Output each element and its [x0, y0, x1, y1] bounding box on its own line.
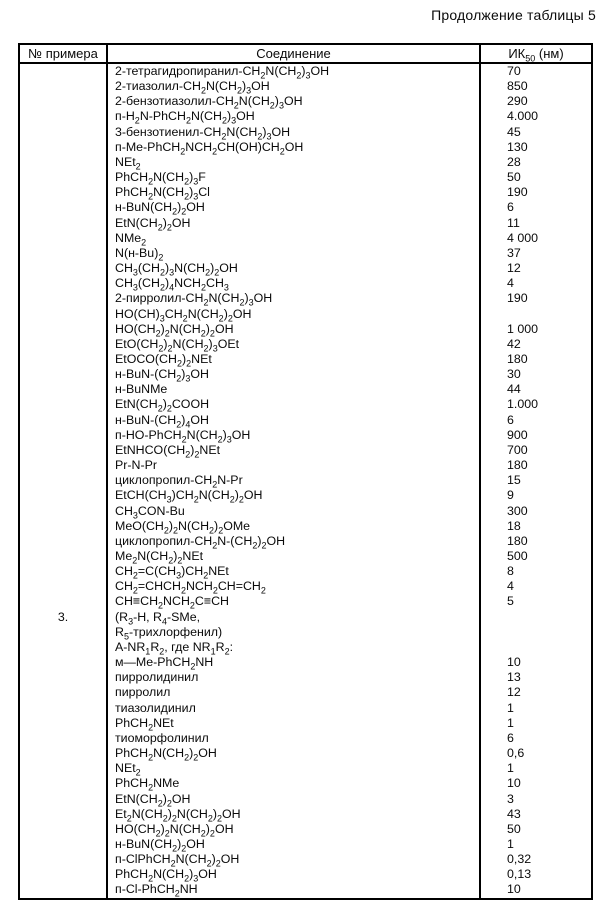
- compound-cell: $Me_2N(CH_2)_2NEt$: [107, 549, 480, 564]
- example-number-cell: [19, 549, 107, 564]
- table-row: [19, 670, 592, 685]
- table-row: [19, 79, 592, 94]
- example-number-cell: [19, 731, 107, 746]
- table-row: [19, 109, 592, 124]
- ic50-cell: 13: [507, 670, 521, 685]
- example-number-cell: [19, 625, 107, 640]
- table-row: [19, 701, 592, 716]
- ic50-cell: 37: [507, 245, 521, 260]
- table-row: [19, 549, 592, 564]
- example-number-cell: [19, 882, 107, 898]
- compound-cell: $2-бензотиазолил-CH_2N(CH_2)_3OH$: [107, 94, 480, 109]
- table-row: [19, 640, 592, 655]
- compound-cell: $3-бензотиенил-CH_2N(CH_2)_3OH$: [107, 125, 480, 140]
- ic50-cell: 1: [507, 836, 514, 851]
- ic50-cell: 18: [507, 518, 521, 533]
- ic50-cell: 290: [507, 94, 528, 109]
- example-number-cell: [19, 170, 107, 185]
- compound-cell: $MeO(CH_2)_2N(CH_2)_2OMe$: [107, 519, 480, 534]
- table-row: [19, 63, 592, 79]
- table-row: [19, 488, 592, 503]
- ic50-cell: 9: [507, 488, 514, 503]
- ic50-cell: 4.000: [507, 109, 539, 124]
- example-number-cell: [19, 413, 107, 428]
- example-number-cell: [19, 519, 107, 534]
- ic50-cell: 850: [507, 79, 528, 94]
- compound-cell: $п-HO-PhCH_2N(CH_2)_3OH$: [107, 428, 480, 443]
- compound-cell: PhCH$_2$NEt: [107, 716, 480, 731]
- table-body: [19, 63, 592, 899]
- compound-cell: $CH_3CON-Bu$: [107, 504, 480, 519]
- compound-cell: $EtNHCO(CH_2)_2NEt$: [107, 443, 480, 458]
- ic50-cell: 1: [507, 700, 514, 715]
- ic50-cell: 180: [507, 533, 528, 548]
- header-ic50: $ИК_{50}$ (нм): [480, 44, 592, 63]
- compound-cell: $PhCH_2N(CH_2)_2OH$: [107, 746, 480, 761]
- example-number-cell: [19, 837, 107, 852]
- compound-cell: $2-пирролил-CH_2N(CH_2)_3OH$: [107, 291, 480, 306]
- table-row: [19, 625, 592, 640]
- ic50-cell: 180: [507, 351, 528, 366]
- compound-cell: $N(н-Bu)_2$: [107, 246, 480, 261]
- compound-cell: $п-ClPhCH_2N(CH_2)_2OH$: [107, 852, 480, 867]
- ic50-cell: 50: [507, 821, 521, 836]
- ic50-cell: 10: [507, 776, 521, 791]
- table-row: [19, 307, 592, 322]
- example-number-cell: [19, 458, 107, 473]
- example-number-cell: [19, 822, 107, 837]
- compound-cell: $CH_2=CHCH_2NCH_2CH=CH_2$: [107, 579, 480, 594]
- compound-cell: $EtN(CH_2)_2OH$: [107, 216, 480, 231]
- compound-cell: PhCH$_2$NMe: [107, 776, 480, 791]
- example-number-cell: [19, 746, 107, 761]
- ic50-cell: [480, 625, 592, 640]
- example-number-cell: [19, 382, 107, 397]
- compound-cell: $A-NR_1R_2$, где $NR_1R_2$:: [107, 640, 480, 655]
- ic50-cell: 190: [507, 291, 528, 306]
- example-number-cell: [19, 579, 107, 594]
- ic50-cell: 1: [507, 715, 514, 730]
- ic50-cell: 1.000: [507, 397, 539, 412]
- header-example-number: № примера: [19, 44, 107, 63]
- example-number-cell: [19, 337, 107, 352]
- compound-cell: $HO(CH_2)_2N(CH_2)_2OH$: [107, 322, 480, 337]
- example-number-cell: [19, 594, 107, 609]
- example-number-cell: [19, 670, 107, 685]
- example-number-cell: [19, 155, 107, 170]
- compound-cell: $EtN(CH_2)_2OH$: [107, 792, 480, 807]
- example-number-cell: [19, 867, 107, 882]
- table-row: [19, 200, 592, 215]
- table-row: [19, 519, 592, 534]
- table-row: [19, 776, 592, 791]
- example-number-cell: [19, 307, 107, 322]
- table-row: [19, 322, 592, 337]
- table-row: [19, 125, 592, 140]
- example-number-cell: 3.: [19, 610, 107, 625]
- ic50-cell: 12: [507, 685, 521, 700]
- compound-cell: $EtOCO(CH_2)_2NEt$: [107, 352, 480, 367]
- ic50-cell: 15: [507, 473, 521, 488]
- compound-cell: н-BuNMe: [107, 382, 480, 397]
- example-number-cell: [19, 655, 107, 670]
- ic50-cell: 4: [507, 579, 514, 594]
- table-row: [19, 397, 592, 412]
- example-number-cell: [19, 63, 107, 79]
- table-row: [19, 746, 592, 761]
- example-number-cell: [19, 792, 107, 807]
- compound-cell: NEt$_2$: [107, 761, 480, 776]
- table-row: [19, 807, 592, 822]
- compound-cell: $Et_2N(CH_2)_2N(CH_2)_2OH$: [107, 807, 480, 822]
- example-number-cell: [19, 185, 107, 200]
- ic50-cell: 6: [507, 730, 514, 745]
- compound-cell: $EtO(CH_2)_2N(CH_2)_3OEt$: [107, 337, 480, 352]
- example-number-cell: [19, 397, 107, 412]
- table-row: [19, 382, 592, 397]
- ic50-cell: 28: [507, 154, 521, 169]
- compound-cell: тиоморфолинил: [107, 731, 480, 746]
- example-number-cell: [19, 261, 107, 276]
- example-number-cell: [19, 125, 107, 140]
- table-row: [19, 852, 592, 867]
- ic50-cell: 8: [507, 564, 514, 579]
- ic50-cell: 4: [507, 276, 514, 291]
- table-row: [19, 413, 592, 428]
- table-row: [19, 792, 592, 807]
- ic50-cell: 43: [507, 806, 521, 821]
- table-row: [19, 231, 592, 246]
- ic50-cell: 70: [507, 64, 521, 78]
- ic50-cell: [480, 307, 592, 322]
- example-number-cell: [19, 776, 107, 791]
- compound-cell: $HO(CH_2)_2N(CH_2)_2OH$: [107, 822, 480, 837]
- table-row: [19, 170, 592, 185]
- ic50-cell: 1: [507, 761, 514, 776]
- compound-cell: циклопропил-$CH_2N-(CH_2)_2OH$: [107, 534, 480, 549]
- table-row: [19, 276, 592, 291]
- page-title: Продолжение таблицы 5: [431, 7, 596, 23]
- ic50-cell: 10: [507, 655, 521, 670]
- example-number-cell: [19, 716, 107, 731]
- example-number-cell: [19, 761, 107, 776]
- ic50-cell: 6: [507, 200, 514, 215]
- table-row: [19, 458, 592, 473]
- example-number-cell: [19, 534, 107, 549]
- example-number-cell: [19, 109, 107, 124]
- table-row: [19, 140, 592, 155]
- compound-cell: $п-H_2N-PhCH_2N(CH_2)_3OH$: [107, 109, 480, 124]
- table-row: [19, 352, 592, 367]
- table-row: [19, 579, 592, 594]
- table-row: [19, 594, 592, 609]
- table-row: [19, 291, 592, 306]
- compound-cell: $н-BuN(CH_2)_2OH$: [107, 837, 480, 852]
- ic50-cell: 0,6: [507, 746, 525, 761]
- ic50-cell: 0,32: [507, 852, 532, 867]
- compound-cell: $CH_2=C(CH_3)CH_2NEt$: [107, 564, 480, 579]
- example-number-cell: [19, 443, 107, 458]
- ic50-cell: 1 000: [507, 321, 539, 336]
- ic50-cell: 4 000: [507, 230, 539, 245]
- ic50-cell: 5: [507, 594, 514, 609]
- table-row: [19, 261, 592, 276]
- ic50-cell: 11: [507, 215, 520, 230]
- table-row: [19, 685, 592, 700]
- compounds-table: [18, 43, 593, 900]
- ic50-cell: [480, 640, 592, 655]
- example-number-cell: [19, 140, 107, 155]
- compound-cell: $R_5-трихлорфенил$): [107, 625, 480, 640]
- table-row: [19, 564, 592, 579]
- example-number-cell: [19, 428, 107, 443]
- ic50-cell: 300: [507, 503, 528, 518]
- compound-cell: $HO(CH)_3CH_2N(CH_2)_2OH$: [107, 307, 480, 322]
- compound-cell: $н-BuN-(CH_2)_4OH$: [107, 413, 480, 428]
- compound-cell: $CH_3(CH_2)_3N(CH_2)_2OH$: [107, 261, 480, 276]
- table-row: [19, 716, 592, 731]
- ic50-cell: 30: [507, 367, 521, 382]
- example-number-cell: [19, 504, 107, 519]
- ic50-cell: 12: [507, 261, 521, 276]
- example-number-cell: [19, 685, 107, 700]
- ic50-cell: 50: [507, 170, 521, 185]
- table-row: [19, 185, 592, 200]
- compound-cell: циклопропил-$CH_2N-Pr$: [107, 473, 480, 488]
- example-number-cell: [19, 291, 107, 306]
- table-row: [19, 534, 592, 549]
- table-row: [19, 367, 592, 382]
- header-row: [19, 44, 592, 63]
- compound-cell: $PhCH_2N(CH_2)_3F$: [107, 170, 480, 185]
- example-number-cell: [19, 701, 107, 716]
- table-row: [19, 155, 592, 170]
- example-number-cell: [19, 276, 107, 291]
- ic50-cell: 0,13: [507, 867, 532, 882]
- example-number-cell: [19, 640, 107, 655]
- compound-cell: $EtN(CH_2)_2COOH$: [107, 397, 480, 412]
- table-row: [19, 504, 592, 519]
- table-row: [19, 443, 592, 458]
- compound-cell: ($R_3-H$, $R_4$-SMe,: [107, 610, 480, 625]
- ic50-cell: 130: [507, 139, 528, 154]
- ic50-cell: 3: [507, 791, 514, 806]
- ic50-cell: [480, 610, 592, 625]
- example-number-cell: [19, 564, 107, 579]
- ic50-cell: 6: [507, 412, 514, 427]
- example-number-cell: [19, 246, 107, 261]
- ic50-cell: 180: [507, 458, 528, 473]
- table-row: [19, 731, 592, 746]
- example-number-cell: [19, 79, 107, 94]
- compound-cell: $CH\equiv CH_2NCH_2C\equiv CH$: [107, 594, 480, 609]
- table-row: [19, 216, 592, 231]
- compound-cell: $н-BuN(CH_2)_2OH$: [107, 200, 480, 215]
- table-row: [19, 337, 592, 352]
- table-row: [19, 655, 592, 670]
- example-number-cell: [19, 200, 107, 215]
- example-number-cell: [19, 488, 107, 503]
- example-number-cell: [19, 322, 107, 337]
- ic50-cell: 500: [507, 549, 528, 563]
- compound-cell: м—Me-PhCH$_2$NH: [107, 655, 480, 670]
- example-number-cell: [19, 216, 107, 231]
- compound-cell: Pr-N-Pr: [107, 458, 480, 473]
- ic50-cell: 10: [507, 882, 521, 897]
- ic50-cell: 190: [507, 185, 528, 200]
- table-row: [19, 610, 592, 625]
- table-row: [19, 428, 592, 443]
- example-number-cell: [19, 367, 107, 382]
- ic50-cell: 42: [507, 336, 521, 351]
- ic50-cell: 900: [507, 427, 528, 442]
- compound-cell: п-Cl-PhCH$_2$NH: [107, 882, 480, 898]
- example-number-cell: [19, 807, 107, 822]
- compound-cell: $PhCH_2N(CH_2)_3OH$: [107, 867, 480, 882]
- compound-cell: $EtCH(CH_3)CH_2N(CH_2)_2OH$: [107, 488, 480, 503]
- table-row: [19, 94, 592, 109]
- header-compound: Соединение: [107, 44, 480, 63]
- compound-cell: $CH_3(CH_2)_4NCH_2CH_3$: [107, 276, 480, 291]
- compound-cell: NMe$_2$: [107, 231, 480, 246]
- compound-cell: NEt$_2$: [107, 155, 480, 170]
- example-number-cell: [19, 352, 107, 367]
- table-row: [19, 246, 592, 261]
- ic50-cell: 45: [507, 124, 521, 139]
- compound-cell: тиазолидинил: [107, 701, 480, 716]
- table-row: [19, 867, 592, 882]
- example-number-cell: [19, 852, 107, 867]
- example-number-cell: [19, 94, 107, 109]
- example-number-cell: [19, 473, 107, 488]
- table-row: [19, 822, 592, 837]
- compound-cell: $п-Me-PhCH_2NCH_2CH(OH)CH_2OH$: [107, 140, 480, 155]
- table-row: [19, 473, 592, 488]
- ic50-cell: 44: [507, 382, 521, 397]
- compound-cell: $н-BuN-(CH_2)_3OH$: [107, 367, 480, 382]
- table-row: [19, 882, 592, 898]
- compound-cell: $2-тиазолил-CH_2N(CH_2)_3OH$: [107, 79, 480, 94]
- compound-cell: $PhCH_2N(CH_2)_3Cl$: [107, 185, 480, 200]
- compound-cell: пирролил: [107, 685, 480, 700]
- compound-cell: пирролидинил: [107, 670, 480, 685]
- compound-cell: $2-тетрагидропиранил-CH_2N(CH_2)_3OH$: [107, 63, 480, 79]
- example-number-cell: [19, 231, 107, 246]
- ic50-cell: 700: [507, 442, 528, 457]
- table-row: [19, 837, 592, 852]
- table-row: [19, 761, 592, 776]
